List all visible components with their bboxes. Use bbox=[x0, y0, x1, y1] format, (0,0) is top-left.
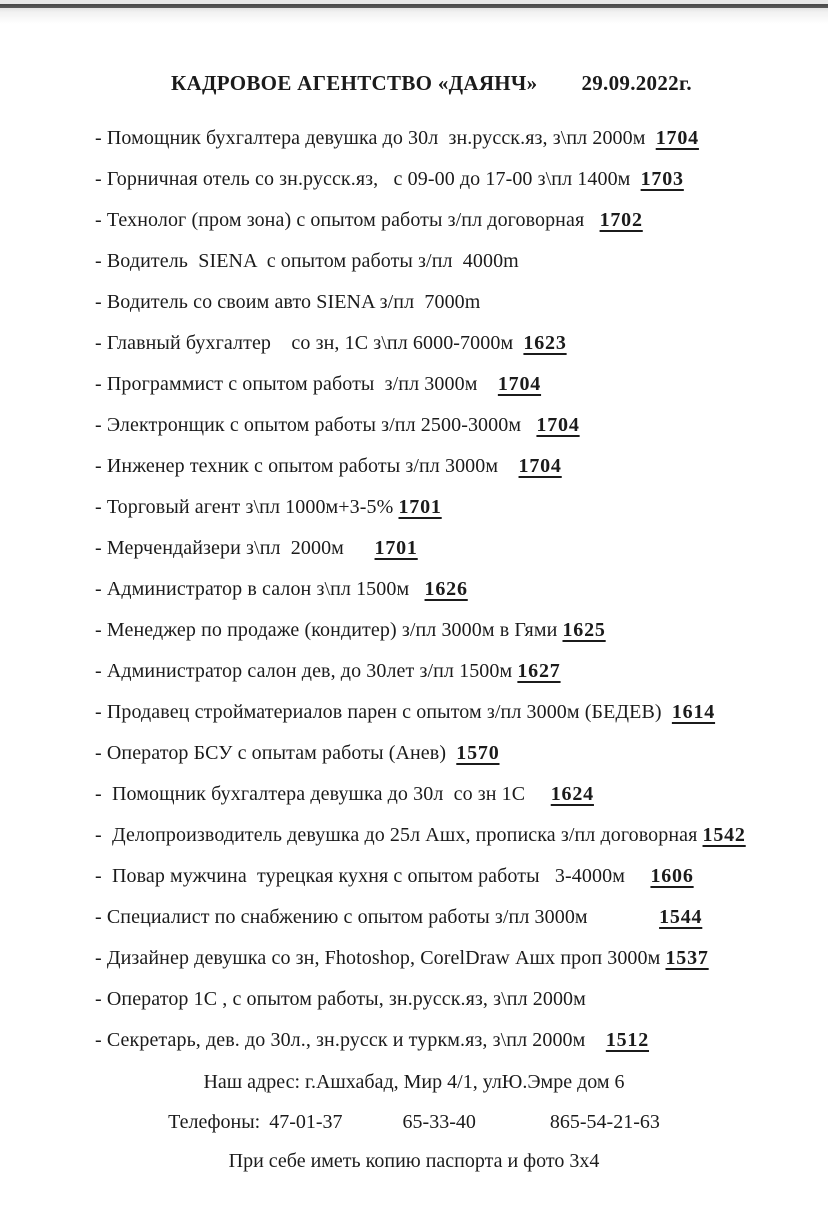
ref-number: 1624 bbox=[550, 783, 594, 805]
phones-line bbox=[0, 1103, 828, 1143]
job-listing bbox=[95, 528, 768, 569]
job-text: - Электронщик с опытом работы з/пл 2500-3000м bbox=[95, 414, 537, 436]
job-listing bbox=[95, 364, 768, 405]
ref-number: 1626 bbox=[424, 578, 468, 600]
job-listing bbox=[95, 487, 768, 528]
note-line: При себе иметь копию паспорта и фото 3х4 bbox=[228, 1150, 600, 1172]
job-listing bbox=[95, 118, 768, 159]
ref-number: 1701 bbox=[398, 496, 442, 518]
ref-number: 1627 bbox=[517, 660, 561, 682]
job-text: - Оператор 1С , с опытом работы, зн.русск.яз, з\пл 2000м bbox=[95, 988, 586, 1010]
job-text: - Продавец стройматериалов парен с опытом з/пл 3000м (БЕДЕВ) bbox=[95, 701, 672, 723]
document-header bbox=[95, 68, 768, 98]
phone-number-1: 47-01-37 bbox=[269, 1110, 343, 1133]
job-listing bbox=[95, 282, 768, 323]
job-listing bbox=[95, 733, 768, 774]
agency-title: КАДРОВОЕ АГЕНТСТВО «ДАЯНЧ» bbox=[171, 71, 538, 95]
job-listing bbox=[95, 651, 768, 692]
document-date: 29.09.2022г. bbox=[581, 71, 692, 95]
job-text: - Делопроизводитель девушка до 25л Ашх, прописка з/пл договорная bbox=[95, 824, 703, 846]
job-text: - Оператор БСУ с опытам работы (Анев) bbox=[95, 742, 457, 764]
ref-number: 1704 bbox=[518, 455, 562, 477]
job-listing bbox=[95, 610, 768, 651]
job-listing bbox=[95, 979, 768, 1020]
job-text: - Помощник бухгалтера девушка до 30л со зн 1С bbox=[95, 783, 551, 805]
job-text: - Торговый агент з\пл 1000м+3-5% bbox=[95, 496, 399, 518]
job-text: - Повар мужчина турецкая кухня с опытом работы 3-4000м bbox=[95, 865, 651, 887]
job-text: - Мерчендайзери з\пл 2000м bbox=[95, 537, 375, 559]
ref-number: 1702 bbox=[599, 209, 643, 231]
ref-number: 1570 bbox=[456, 742, 500, 764]
job-listing bbox=[95, 856, 768, 897]
job-text: - Специалист по снабжению с опытом работы з/пл 3000м bbox=[95, 906, 660, 928]
job-listing bbox=[95, 405, 768, 446]
job-listing bbox=[95, 446, 768, 487]
job-listing bbox=[95, 897, 768, 938]
job-text: - Горничная отель со зн.русск.яз, с 09-00 до 17-00 з\пл 1400м bbox=[95, 168, 641, 190]
job-listing bbox=[95, 938, 768, 979]
job-text: - Инженер техник с опытом работы з/пл 3000м bbox=[95, 455, 519, 477]
document-footer bbox=[0, 1063, 828, 1182]
job-listing bbox=[95, 200, 768, 241]
job-listing bbox=[95, 241, 768, 282]
phone-number-3: 865-54-21-63 bbox=[549, 1110, 660, 1133]
job-text: - Администратор салон дев, до 30лет з/пл 1500м bbox=[95, 660, 518, 682]
job-listing bbox=[95, 569, 768, 610]
job-text: - Секретарь, дев. до 30л., зн.русск и туркм.яз, з\пл 2000м bbox=[95, 1029, 606, 1051]
phone-number-2: 65-33-40 bbox=[402, 1110, 476, 1133]
job-text: - Главный бухгалтер со зн, 1С з\пл 6000-7000м bbox=[95, 332, 524, 354]
job-listing bbox=[95, 159, 768, 200]
scan-top-edge bbox=[0, 0, 828, 24]
job-listing bbox=[95, 815, 768, 856]
job-text: - Помощник бухгалтера девушка до 30л зн.русск.яз, з\пл 2000м bbox=[95, 127, 656, 149]
ref-number: 1704 bbox=[497, 373, 542, 395]
document-page bbox=[0, 68, 828, 1182]
ref-number: 1614 bbox=[671, 701, 716, 723]
job-text: - Администратор в салон з\пл 1500м bbox=[95, 578, 425, 600]
ref-number: 1703 bbox=[640, 168, 684, 190]
ref-number: 1701 bbox=[374, 537, 418, 559]
ref-number: 1512 bbox=[605, 1029, 650, 1051]
job-text: - Менеджер по продаже (кондитер) з/пл 3000м в Гями bbox=[95, 619, 563, 641]
ref-number: 1606 bbox=[650, 865, 694, 887]
ref-number: 1623 bbox=[523, 332, 567, 354]
phones-label: Телефоны: bbox=[168, 1110, 261, 1133]
job-text: - Водитель SIENA с опытом работы з/пл 4000m bbox=[95, 250, 519, 272]
job-listing bbox=[95, 692, 768, 733]
job-listing bbox=[95, 774, 768, 815]
job-listing bbox=[95, 1020, 768, 1061]
ref-number: 1704 bbox=[536, 414, 580, 436]
ref-number: 1542 bbox=[702, 824, 746, 846]
job-text: - Программист с опытом работы з/пл 3000м bbox=[95, 373, 498, 395]
address-line: Наш адрес: г.Ашхабад, Мир 4/1, улЮ.Эмре дом 6 bbox=[203, 1071, 625, 1093]
job-text: - Технолог (пром зона) с опытом работы з/пл договорная bbox=[95, 209, 600, 231]
job-text: - Дизайнер девушка со зн, Fhotoshop, CorelDraw Ашх проп 3000м bbox=[95, 947, 666, 969]
ref-number: 1537 bbox=[665, 947, 709, 969]
ref-number: 1704 bbox=[655, 127, 699, 149]
job-listing bbox=[95, 323, 768, 364]
ref-number: 1544 bbox=[659, 906, 703, 928]
job-list bbox=[95, 118, 768, 1061]
job-text: - Водитель со своим авто SIENA з/пл 7000m bbox=[95, 291, 481, 313]
ref-number: 1625 bbox=[562, 619, 606, 641]
